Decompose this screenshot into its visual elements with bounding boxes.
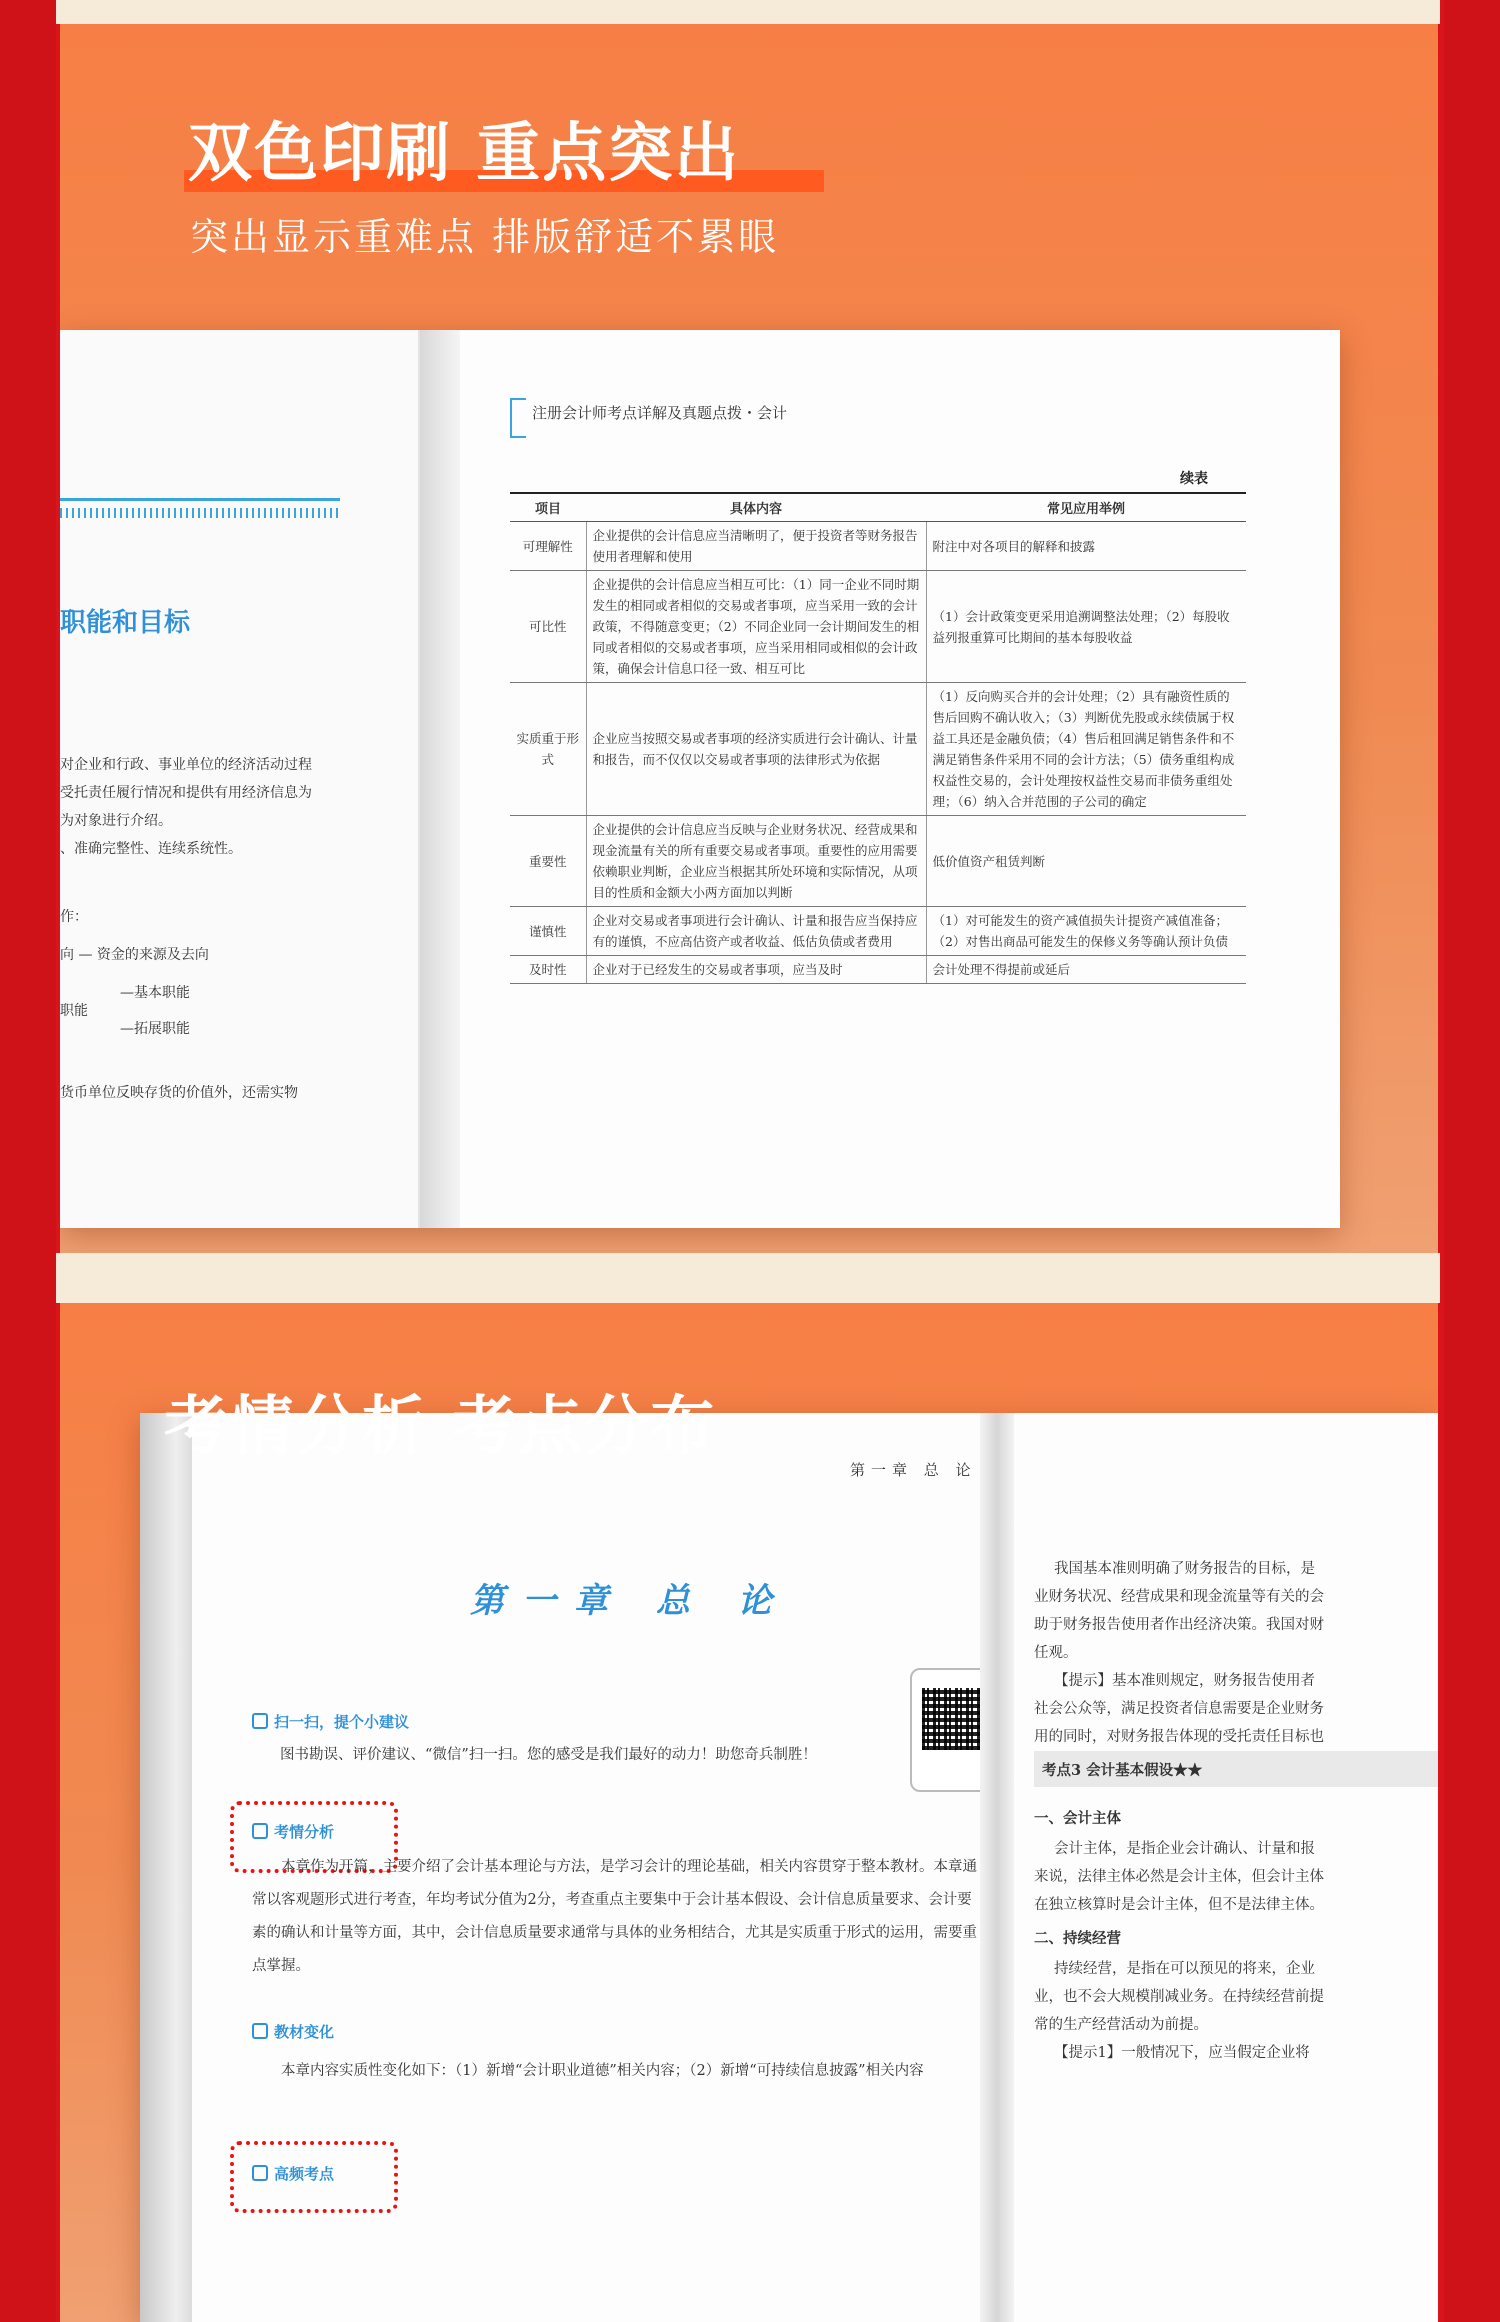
change-section-title: 教材变化 (252, 2021, 334, 2042)
subheading: 一、会计主体 (1034, 1810, 1121, 1827)
table-row: 及时性 企业对于已经发生的交易或者事项，应当及时 会计处理不得提前或延后 (510, 956, 1246, 984)
middle-divider (56, 1253, 1440, 1303)
book-spread-table (60, 330, 1340, 1228)
quality-requirements-table (510, 492, 1246, 984)
change-text: 本章内容实质性变化如下：（1）新增“会计职业道德”相关内容；（2）新增“可持续信息披露”相关内容 (281, 2063, 924, 2079)
headline-exam-analysis: 考情分析 考点分布 (164, 1375, 716, 1467)
continued-label: 续表 (1180, 471, 1208, 487)
book-spine (140, 1413, 192, 2322)
column-header: 具体内容 (586, 493, 926, 522)
scan-section-title: 扫一扫，提个小建议 (252, 1711, 409, 1732)
headline-two-color: 双色印刷 重点突出 (188, 102, 740, 194)
column-header: 常见应用举例 (926, 493, 1246, 522)
header-bracket-icon (510, 398, 526, 438)
qr-code-icon (922, 1688, 984, 1750)
scan-text: 图书勘误、评价建议、“微信”扫一扫。您的感受是我们最好的动力！助您奇兵制胜！ (280, 1747, 817, 1763)
subheading: 二、持续经营 (1034, 1930, 1121, 1947)
table-row: 可理解性 企业提供的会计信息应当清晰明了，便于投资者等财务报告使用者理解和使用 附注中对各项目的解释和披露 (510, 522, 1246, 571)
table-row: 谨慎性 企业对交易或者事项进行会计确认、计量和报告应当保持应有的谨慎，不应高估资产或者收益、低估负债或者费用 （1）对可能发生的资产减值损失计提资产减值准备；（2）对售出商品可能发生的保修义务等确认预计负债 (510, 907, 1246, 956)
left-border (0, 0, 56, 2322)
book-left-page: 职能和目标 对企业和行政、事业单位的经济活动过程 受托责任履行情况和提供有用经济信息为 为对象进行介绍。 、准确完整性、连续系统性。 作： 向 — 资金的来源及去向 —基本职能 职能 —拓展职能 货币单位反映存货的价值外，还需实物 (60, 330, 420, 1228)
top-divider (56, 0, 1440, 24)
table-row: 实质重于形式 企业应当按照交易或者事项的经济实质进行会计确认、计量和报告，而不仅仅以交易或者事项的法律形式为依据 （1）反向购买合并的会计处理；（2）具有融资性质的售后回购不确认收入；（3）判断优先股或永续债属于权益工具还是金融负债；（4）售后租回满足销售条件和不满足销售条件采用不同的会计方法；（5）债务重组构成权益性交易的，会计处理按权益性交易而非债务重组处理；（6）纳入合并范围的子公司的确定 (510, 683, 1246, 816)
key-point-title: 考点3 会计基本假设★★ (1042, 1762, 1203, 1779)
book-right-page (460, 330, 1340, 1228)
book-spread-chapter (140, 1413, 1438, 2322)
left-page-title: 职能和目标 (60, 608, 191, 638)
column-header: 项目 (510, 493, 586, 522)
feature-panel-two-color (60, 24, 1438, 1253)
analysis-section-title: 考情分析 (252, 1821, 334, 1842)
running-header: 注册会计师考点详解及真题点拨・会计 (532, 404, 788, 422)
hf-section-title: 高频考点 (252, 2163, 334, 2184)
running-header: 第一章 总 论 (850, 1461, 977, 1479)
analysis-text: 本章作为开篇，主要介绍了会计基本理论与方法，是学习会计的理论基础，相关内容贯穿于整本教材。本章通常以客观题形式进行考查，年均考试分值为2分，考查重点主要集中于会计基本假设、会计信息质量要求、会计要素的确认和计量等方面，其中，会计信息质量要求通常与具体的业务相结合，尤其是实质重于形式的运用，需要重点掌握。 (252, 1859, 977, 1974)
chapter-title: 第一章 总 论 (470, 1581, 790, 1621)
refresh-icon (252, 2023, 268, 2039)
book-right-page: 我国基本准则明确了财务报告的目标，是 业财务状况、经营成果和现金流量等有关的会 助于财务报告使用者作出经济决策。我国对财 任观。 【提示】基本准则规定，财务报告使用者 社会公众等，满足投资者信息需要是企业财务 用的同时，对财务报告体现的受托责任目标也 考点3 会计基本假设★★ 一、会计主体 会计主体，是指企业会计确认、计量和报 来说，法律主体必然是会计主体，但会计主体 在独立核算时是会计主体，但不是法律主体。 二、持续经营 持续经营，是指在可以预见的将来，企业 业，也不会大规模削减业务。在持续经营前提 常的生产经营活动为前提。 【提示1】一般情况下，应当假定企业将 (1014, 1413, 1438, 2322)
feature-panel-exam-analysis (60, 1303, 1438, 2322)
subline-two-color: 突出显示重难点 排版舒适不累眼 (190, 215, 780, 259)
scan-icon (252, 1713, 268, 1729)
table-row: 可比性 企业提供的会计信息应当相互可比：（1）同一企业不同时期发生的相同或者相似的交易或者事项，应当采用一致的会计政策，不得随意变更；（2）不同企业同一会计期间发生的相同或者相似的交易或者事项，应当采用相同或相似的会计政策，确保会计信息口径一致、相互可比 （1）会计政策变更采用追溯调整法处理；（2）每股收益列报重算可比期间的基本每股收益 (510, 571, 1246, 683)
table-row: 重要性 企业提供的会计信息应当反映与企业财务状况、经营成果和现金流量有关的所有重要交易或者事项。重要性的应用需要依赖职业判断，企业应当根据其所处环境和实际情况，从项目的性质和金额大小两方面加以判断 低价值资产租赁判断 (510, 816, 1246, 907)
highlight-hf (230, 2141, 398, 2213)
right-border (1444, 0, 1500, 2322)
